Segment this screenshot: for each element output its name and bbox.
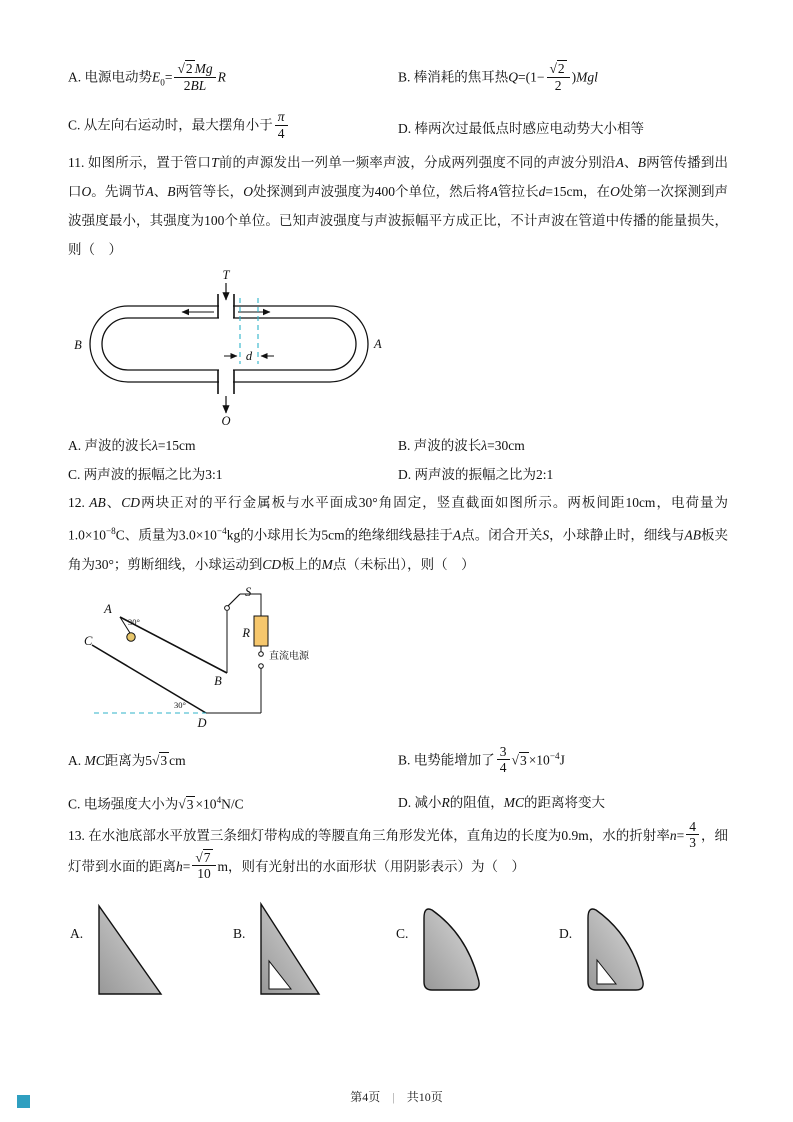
q11-option-a: A. 声波的波长λ=15cm: [68, 438, 196, 453]
q11-figure: [68, 268, 728, 430]
q11-stem: 11. 如图所示，置于管口T前的声源发出一列单一频率声波，分成两列强度不同的声波分别沿A、B两管传播到出口O。先调节A、B两管等长，O处探测到声波强度为400个单位，然后将A管拉长d=15cm，在O处第一次探测到声波强度最小，其强度为100个单位。已知声波强度与声波振幅平方成正比，不计声波在管道中传播的能量损失，则（ ）: [68, 155, 729, 257]
plates-circuit-diagram: [82, 583, 402, 733]
page-content: [68, 52, 728, 1000]
label-B: B: [74, 338, 82, 352]
q11-options-row-2: [68, 461, 728, 488]
q11-options-row-1: [68, 432, 728, 459]
label-O: O: [221, 414, 231, 426]
q10-option-c: C. 从左向右运动时，最大摆角小于 $\frac{\pi}{4}$: [68, 111, 398, 142]
terminal-top: [259, 651, 264, 656]
sound-tube-diagram: [68, 268, 468, 426]
q11-option-c: C. 两声波的振幅之比为3:1: [68, 467, 223, 482]
q13-option-d-label: D.: [559, 925, 573, 941]
switch-lever: [228, 594, 240, 606]
q10-option-b: B. 棒消耗的焦耳热Q=(1− $\frac{√2}{2}$ )Mgl: [398, 61, 598, 93]
shaded-right-triangle: [99, 906, 161, 994]
label-T: T: [222, 268, 230, 282]
footer-separator: |: [392, 1090, 395, 1104]
q11-option-d: D. 两声波的振幅之比为2:1: [398, 467, 554, 482]
q12-option-b: B. 电势能增加了 $\frac{3}{4}$ $√3 \times 10^{-4}J$: [398, 744, 565, 776]
label-dc-source: 直流电源: [269, 650, 309, 662]
shape-c-curved-triangle: [416, 900, 494, 1000]
tube-inner: [102, 318, 356, 370]
label-S: S: [245, 584, 252, 599]
label-A: A: [104, 601, 112, 616]
shaded-curved-triangle: [588, 909, 643, 990]
q10-options-row-1: [68, 52, 728, 106]
q12-figure: [68, 583, 728, 737]
page-footer: [0, 1088, 793, 1105]
q12-stem: 12. AB、CD两块正对的平行金属板与水平面成30°角固定，竖直截面如图所示。两板间距10cm，电荷量为$1.0\times 10^{-8}C$、质量为$3.0\times 10^{-4}kg$的小球用长为5cm的绝缘细线悬挂于A点。闭合开关S，小球静止时，细线与AB板夹角为30°；剪断细线，小球运动到CD板上的M点（未标出），则（ ）: [68, 495, 729, 572]
switch-pivot: [225, 605, 230, 610]
q12-options-row-2: [68, 785, 728, 821]
inlet-gap: [219, 303, 233, 321]
q12-option-d: D. 减小R的阻值，MC的距离将变大: [398, 795, 605, 810]
shape-a-triangle: [91, 900, 169, 1000]
outlet-gap: [219, 368, 233, 385]
label-A: A: [374, 337, 382, 351]
angle-at-D: 30°: [174, 699, 186, 710]
terminal-bottom: [259, 663, 264, 668]
q13-option-a-label: A.: [70, 925, 84, 941]
shape-d-curved-triangle-with-hole: [580, 900, 658, 1000]
footer-page-number: 第4页: [350, 1090, 381, 1104]
q10-option-d: D. 棒两次过最低点时感应电动势大小相等: [398, 121, 644, 136]
resistor-R: [254, 616, 268, 646]
label-C: C: [84, 633, 93, 648]
q13-option-c: [394, 900, 557, 1000]
label-D: D: [197, 715, 207, 730]
q13-option-b-label: B.: [233, 925, 246, 941]
label-R: R: [242, 625, 250, 640]
plate-CD: [92, 645, 206, 713]
q13-option-a: [68, 900, 231, 1000]
q13-option-c-label: C.: [396, 925, 409, 941]
q10-options-row-2: [68, 106, 728, 148]
q12-option-a: A. MC距离为5√3 cm: [68, 753, 186, 768]
q10-option-a: A. 电源电动势$E_0=$ $\frac{√2 Mg}{2BL}$ R: [68, 61, 226, 93]
charged-ball: [127, 632, 135, 640]
label-B: B: [214, 673, 222, 688]
q13-options-row: [68, 900, 728, 1000]
q13-option-b: [231, 900, 394, 1000]
label-d: d: [245, 349, 253, 363]
footer-total-pages: 共10页: [406, 1090, 443, 1104]
corner-mark: [17, 1095, 30, 1108]
shape-b-triangle-with-hole: [253, 900, 331, 1000]
q12-option-c: C. 电场强度大小为$√3 \times 10^4N/C$: [68, 795, 244, 812]
q12-options-row-1: [68, 739, 728, 783]
q13-option-d: [557, 900, 720, 1000]
shaded-curved-triangle: [424, 909, 479, 990]
q11-option-b: B. 声波的波长λ=30cm: [398, 438, 525, 453]
q13-stem: 13. 在水池底部水平放置三条细灯带构成的等腰直角三角形发光体，直角边的长度为0.9m，水的折射率n= $\frac{4}{3}$ ，细灯带到水面的距离h= $\frac{√7}{10}$ m，则有光射出的水面形状（用阴影表示）为（ ）: [68, 818, 729, 882]
angle-at-A: 30°: [128, 616, 140, 627]
